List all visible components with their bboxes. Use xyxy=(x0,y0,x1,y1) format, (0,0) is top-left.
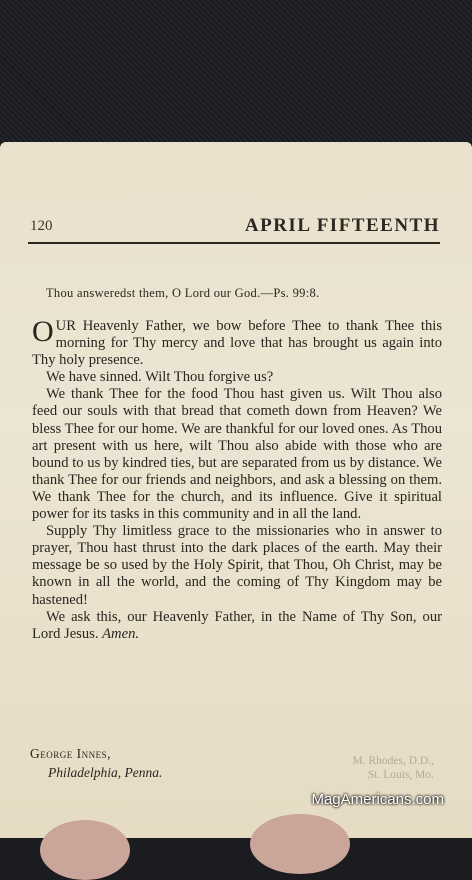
book-page xyxy=(0,142,472,838)
page-number: 120 xyxy=(30,218,53,234)
prayer-paragraph-5: We ask this, our Heavenly Father, in the Name of Thy Son, our Lord Jesus. Amen. xyxy=(32,608,442,642)
amen: Amen. xyxy=(102,625,140,642)
bleed-through-text: M. Rhodes, D.D., St. Louis, Mo. xyxy=(352,755,434,781)
prayer-paragraph-2: We have sinned. Wilt Thou forgive us? xyxy=(46,369,274,386)
prayer-paragraph-3: We thank Thee for the food Thou hast given us. Wilt Thou also feed our souls with that bread that cometh down from Heaven? We bless Thee for our home. We are thankful for our loved ones. As Thou art present with us here, wilt Thou also abide with those who are bound to us by kindred ties, but are separated from us by distance. We thank Thee for our friends and neighbors, and ask a blessing on them. We thank Thee for the church, and its influence. Give it spiritual power for its tasks in this community and in all the land. xyxy=(32,386,442,523)
author-name: George Innes, xyxy=(30,746,111,761)
finger-left xyxy=(40,820,130,880)
author-location: Philadelphia, Penna. xyxy=(48,765,163,780)
scripture-epigraph: Thou answeredst them, O Lord our God.—Ps. 99:8. xyxy=(46,286,320,300)
header-rule xyxy=(28,242,440,244)
fabric-background xyxy=(0,0,472,150)
watermark: MagAmericans.com xyxy=(311,791,444,808)
prayer-text xyxy=(32,315,442,643)
signature xyxy=(30,744,162,782)
prayer-paragraph-4: Supply Thy limitless grace to the missionaries who in answer to prayer, Thou hast thrust into the dark places of the earth. May their message be so used by the Holy Spirit, that Thou, Oh Christ, may be known in all the world, and the coming of Thy Kingdom may be hastened! xyxy=(32,523,442,608)
prayer-paragraph-1: OUR Heavenly Father, we bow before Thee to thank Thee this morning for Thy mercy and love that has brought us again into Thy holy presence. xyxy=(32,315,442,369)
running-head: APRIL FIFTEENTH xyxy=(244,215,440,236)
finger-right xyxy=(250,814,350,874)
drop-cap: O xyxy=(32,315,54,348)
